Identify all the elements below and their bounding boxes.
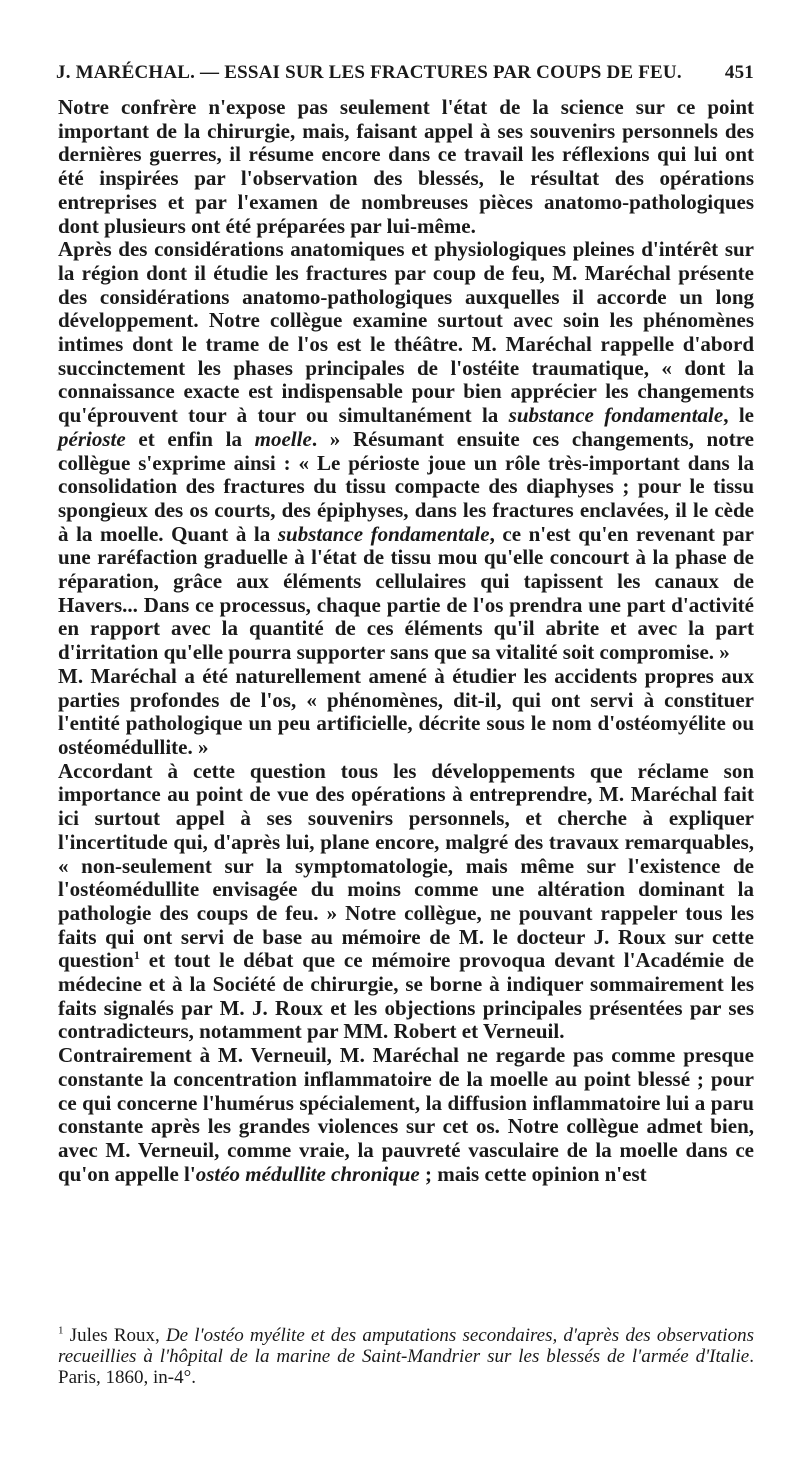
paragraph-1: Notre confrère n'expose pas seulement l'état de la science sur ce point important de la chirurgie, mais, faisant appel à ses souvenirs personnels des dernières guerres, il résume encore dans ce travail les réflexions qui lui ont été inspirées par l'observation des blessés, le résultat des opérations entreprises et par l'examen de nombreuses pièces anatomo-pathologiques dont plusieurs ont été préparées par lui-même.	[58, 95, 754, 238]
body-text	[58, 96, 754, 1186]
page-number: 451	[724, 62, 754, 83]
running-header	[56, 62, 754, 88]
paragraph-5-emphasis: ostéo médullite chronique	[195, 1161, 420, 1186]
paragraph-4	[58, 760, 754, 1044]
paragraph-2-emphasis-1: substance fondamentale	[508, 403, 724, 428]
paragraph-4-text-a: Accordant à cette question tous les développements que réclame son importance au point de vue des opérations à entreprendre, M. Maréchal fait ici surtout appel à ses souvenirs personnels, et cherche à expliquer l'incertitude qui, d'après lui, plane encore, malgré des travaux remarquables, « non-seulement sur la symptomatologie, mais même sur l'existence de l'ostéomédullite envisagée du moins comme une altération dominant la pathologie des coups de feu. » Notre collègue, ne pouvant rappeler tous les faits qui ont servi de base au mémoire de M. le docteur J. Roux sur cette question	[58, 758, 754, 973]
paragraph-5-text-b: ; mais cette opinion n'est	[419, 1161, 647, 1186]
paragraph-2-emphasis-4: substance fondamentale	[277, 521, 490, 546]
paragraph-2-text-c: et enfin la	[125, 426, 255, 451]
paragraph-2-emphasis-2: périoste	[58, 426, 126, 451]
paragraph-2-text-a: Après des considérations anatomiques et physiologiques pleines d'intérêt sur la région dont il étudie les fractures par coup de feu, M. Maréchal présente des considérations anatomo-pathologiques auxquelles il accorde un long développement. Notre collègue examine surtout avec soin les phénomènes intimes dont le trame de l'os est le théâtre. M. Maréchal rappelle d'abord succinctement les phases principales de l'ostéite traumatique, « dont la connaissance exacte est indispensable pour bien apprécier les changements qu'éprouvent tour à tour ou simultanément la	[58, 237, 754, 428]
running-title: J. MARÉCHAL. — ESSAI SUR LES FRACTURES PAR COUPS DE FEU.	[56, 62, 682, 83]
paragraph-2	[58, 238, 754, 665]
footnote-text	[58, 1325, 754, 1388]
paragraph-2-text-d: . » Résumant ensuite ces changements, notre collègue s'exprime ainsi : « Le périoste joue un rôle très-important dans la consolidation des fractures du tissu compacte des diaphyses ; pour le tissu spongieux des os courts, des épiphyses, dans les fractures enclavées, il le cède à la moelle. Quant à la	[58, 426, 754, 546]
footnote-mark: 1	[58, 1324, 64, 1337]
paragraph-5	[58, 1044, 754, 1186]
paragraph-2-emphasis-3: moelle	[254, 426, 312, 451]
paragraph-4-text-b: et tout le débat que ce mémoire provoqua devant l'Académie de médecine et à la Société de chirurgie, se borne à indiquer sommairement les faits signalés par M. J. Roux et les objections principales présentées par ses contradicteurs, notamment par MM. Robert et Verneuil.	[58, 948, 754, 1044]
paragraph-3: M. Maréchal a été naturellement amené à étudier les accidents propres aux parties profondes de l'os, « phénomènes, dit-il, qui ont servi à constituer l'entité pathologique un peu artificielle, décrite sous le nom d'ostéomyélite ou ostéomédullite. »	[58, 663, 754, 759]
footnote-reference: 1	[133, 948, 140, 963]
footnote-author: Jules Roux,	[63, 1325, 166, 1346]
paragraph-2-text-b: , le	[723, 403, 754, 428]
footnote-title: De l'ostéo myélite et des amputations secondaires, d'après des observations recueillies à l'hôpital de la marine de Saint-Mandrier sur les blessés de l'armée d'Italie	[58, 1325, 754, 1367]
paragraph-5-text-a: Contrairement à M. Verneuil, M. Maréchal ne regarde pas comme presque constante la concentration inflammatoire de la moelle au point blessé ; pour ce qui concerne l'humérus spécialement, la diffusion inflammatoire lui a paru constante après les grandes violences sur cet os. Notre collègue admet bien, avec M. Verneuil, comme vraie, la pauvreté vasculaire de la moelle dans ce qu'on appelle l'	[58, 1043, 754, 1186]
paragraph-2-text-e: , ce n'est qu'en revenant par une raréfaction graduelle à l'état de tissu mou qu'elle concourt à la phase de réparation, grâce aux éléments cellulaires qui tapissent les canaux de Havers... Dans ce processus, chaque partie de l'os prendra une part d'activité en rapport avec la quantité de ces éléments qu'il abrite et avec la part d'irritation qu'elle pourra supporter sans que sa vitalité soit compromise. »	[58, 521, 754, 665]
footnote-imprint: . Paris, 1860, in-4°.	[58, 1346, 754, 1388]
footnote	[58, 1325, 754, 1388]
